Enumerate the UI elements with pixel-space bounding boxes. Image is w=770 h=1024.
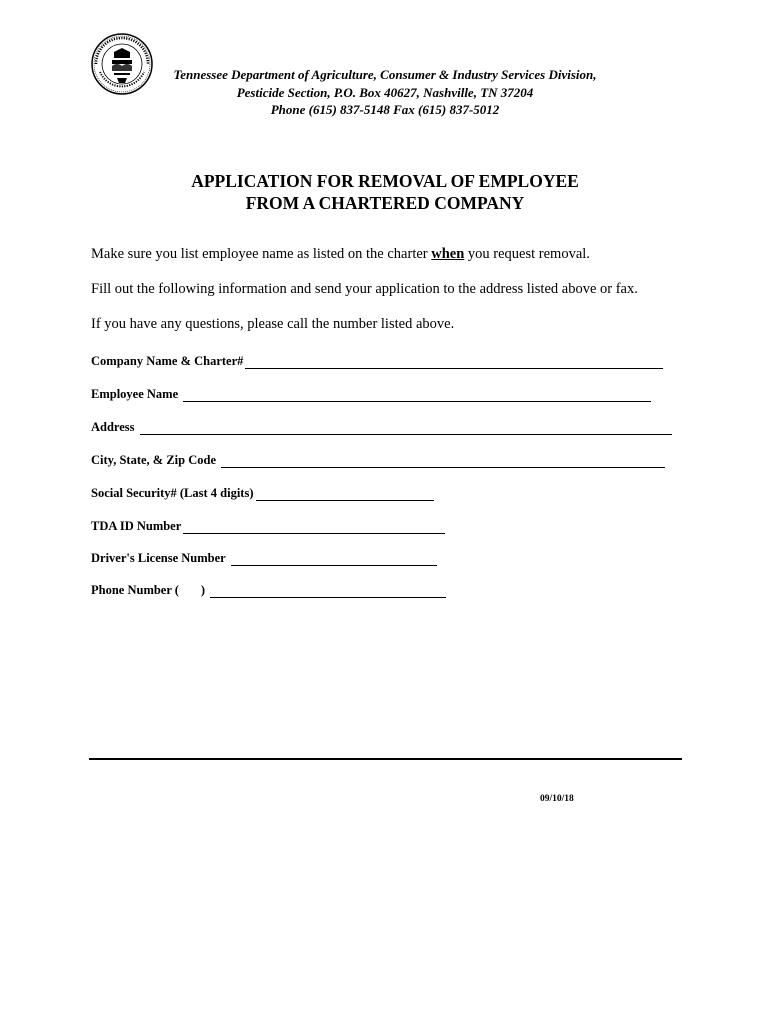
- company-name-charter-label: Company Name & Charter#: [91, 354, 244, 368]
- revision-date: 09/10/18: [540, 794, 574, 804]
- tda-id-field: [91, 516, 445, 534]
- drivers-license-field: [91, 548, 437, 566]
- social-security-label: Social Security# (Last 4 digits): [91, 486, 254, 500]
- employee-name-label: Employee Name: [91, 387, 182, 401]
- city-state-zip-input[interactable]: [221, 454, 665, 468]
- instruction-line-1: [91, 246, 590, 263]
- address-label: Address: [91, 420, 138, 434]
- header-line-3: Phone (615) 837-5148 Fax (615) 837-5012: [270, 102, 500, 117]
- header-line-1: Tennessee Department of Agriculture, Consumer & Industry Services Division,: [173, 67, 597, 82]
- instruction-text: Make sure you list employee name as listed on the charter: [91, 246, 432, 262]
- instruction-line-3: If you have any questions, please call the number listed above.: [91, 316, 455, 332]
- phone-number-field: [91, 580, 446, 598]
- tda-id-label: TDA ID Number: [91, 519, 182, 533]
- agency-header: [150, 66, 620, 119]
- social-security-input[interactable]: [256, 487, 434, 501]
- employee-name-input[interactable]: [183, 388, 651, 402]
- city-state-zip-field: [91, 450, 665, 468]
- form-title-line-2: FROM A CHARTERED COMPANY: [245, 193, 525, 213]
- city-state-zip-label: City, State, & Zip Code: [91, 453, 220, 467]
- instruction-emphasis: when: [431, 246, 465, 262]
- company-name-charter-field: [91, 351, 663, 369]
- instruction-text: you request removal.: [464, 246, 590, 262]
- phone-number-label: Phone Number ( ): [91, 583, 209, 597]
- phone-number-input[interactable]: [210, 584, 446, 598]
- tennessee-state-seal-icon: [90, 32, 154, 96]
- header-line-2: Pesticide Section, P.O. Box 40627, Nashville, TN 37204: [236, 84, 534, 100]
- employee-name-field: [91, 384, 651, 402]
- form-title-line-1: APPLICATION FOR REMOVAL OF EMPLOYEE: [191, 171, 579, 191]
- address-input[interactable]: [140, 421, 672, 435]
- footer-divider: [89, 758, 682, 760]
- drivers-license-input[interactable]: [231, 552, 437, 566]
- company-name-charter-input[interactable]: [245, 355, 663, 369]
- instruction-line-2: Fill out the following information and send your application to the address listed above or fax.: [91, 281, 638, 297]
- address-field: [91, 417, 672, 435]
- form-title: [0, 170, 770, 214]
- drivers-license-label: Driver's License Number: [91, 551, 229, 565]
- social-security-field: [91, 483, 434, 501]
- tda-id-input[interactable]: [183, 520, 445, 534]
